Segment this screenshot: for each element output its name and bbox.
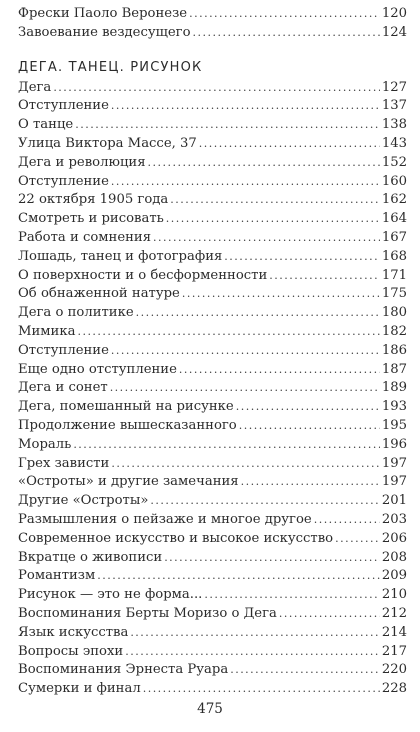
toc-entry-title: Грех зависти — [18, 455, 110, 471]
toc-entry-page: 137 — [381, 98, 407, 114]
leader-dots — [136, 304, 380, 323]
toc-entry-title: О танце — [18, 117, 74, 133]
leader-dots — [204, 586, 379, 605]
toc-entry — [18, 605, 407, 624]
toc-entry — [18, 304, 407, 323]
toc-entry-title: Еще одно отступление — [18, 361, 177, 377]
leader-dots — [130, 624, 380, 643]
toc-entry-page: 120 — [381, 6, 407, 21]
leader-dots — [148, 154, 380, 173]
toc-entry — [18, 135, 407, 154]
leader-dots — [335, 530, 380, 549]
leader-dots — [111, 97, 380, 116]
toc-entry-page: 193 — [381, 399, 407, 415]
toc-entry-page: 180 — [381, 305, 407, 321]
toc-entry-page: 143 — [381, 135, 407, 151]
toc-entry-page: 208 — [381, 549, 407, 565]
toc-entry-title: Лошадь, танец и фотография — [18, 248, 223, 264]
leader-dots — [193, 24, 380, 43]
page-number: 475 — [197, 701, 223, 717]
leader-dots — [279, 605, 380, 624]
toc-previous-entries — [18, 5, 407, 43]
toc-entry-page: 189 — [381, 380, 407, 396]
toc-entry-page: 127 — [381, 79, 407, 95]
toc-entry-page: 217 — [381, 643, 407, 659]
leader-dots — [53, 79, 380, 98]
toc-entry — [18, 455, 407, 474]
toc-entry-title: Рисунок — это не форма... — [18, 587, 203, 603]
toc-entry-page: 152 — [381, 154, 407, 170]
toc-entry — [18, 79, 407, 98]
toc-entry-title: Улица Виктора Массе, 37 — [18, 135, 197, 151]
leader-dots — [179, 361, 380, 380]
toc-entry-title: Вкратце о живописи — [18, 549, 163, 565]
toc-entry — [18, 210, 407, 229]
toc-entry — [18, 173, 407, 192]
toc-entry-title: Современное искусство и высокое искусство — [18, 530, 334, 546]
toc-entry — [18, 154, 407, 173]
toc-entry-page: 164 — [381, 211, 407, 227]
section-heading: ДЕГА. ТАНЕЦ. РИСУНОК — [18, 59, 203, 75]
toc-entry-title: Дега и революция — [18, 154, 146, 170]
toc-entry-title: Смотреть и рисовать — [18, 211, 164, 227]
toc-entry — [18, 5, 407, 24]
toc-entry-page: 138 — [381, 117, 407, 133]
toc-entry-title: Отступление — [18, 342, 109, 358]
toc-entry-page: 197 — [381, 455, 407, 471]
toc-entry — [18, 436, 407, 455]
toc-entry-title: Сумерки и финал — [18, 681, 141, 697]
toc-entry-page: 209 — [381, 568, 407, 584]
toc-entry — [18, 661, 407, 680]
toc-entry-page: 203 — [381, 511, 407, 527]
toc-entry-page: 186 — [381, 342, 407, 358]
leader-dots — [166, 210, 380, 229]
toc-entry-title: Об обнаженной натуре — [18, 286, 180, 302]
toc-entry-page: 175 — [381, 286, 407, 302]
toc-entry — [18, 473, 407, 492]
toc-entry-title: Язык искусства — [18, 624, 129, 640]
toc-entry-title: Мимика — [18, 323, 76, 339]
leader-dots — [241, 473, 380, 492]
leader-dots — [230, 661, 380, 680]
leader-dots — [164, 549, 380, 568]
toc-entry-title: Продолжение вышесказанного — [18, 417, 237, 433]
toc-entry-page: 124 — [381, 24, 407, 40]
toc-entry-page: 162 — [381, 192, 407, 208]
leader-dots — [199, 135, 380, 154]
toc-entry — [18, 361, 407, 380]
toc-entry — [18, 643, 407, 662]
leader-dots — [143, 680, 380, 699]
toc-entry-page: 214 — [381, 624, 407, 640]
toc-entry-title: Работа и сомнения — [18, 229, 152, 245]
toc-entry-title: «Остроты» и другие замечания — [18, 474, 239, 490]
toc-entry-page: 195 — [381, 417, 407, 433]
toc-entry-page: 168 — [381, 248, 407, 264]
toc-entry — [18, 567, 407, 586]
toc-entry-page: 171 — [381, 267, 407, 283]
toc-entry-title: Размышления о пейзаже и многое другое — [18, 511, 312, 527]
toc-entry-page: 228 — [381, 681, 407, 697]
leader-dots — [189, 5, 380, 24]
toc-entry-title: Фрески Паоло Веронезе — [18, 6, 188, 21]
toc-entry-title: Завоевание вездесущего — [18, 24, 191, 40]
toc-entry-title: Дега о политике — [18, 305, 134, 321]
leader-dots — [269, 267, 380, 286]
leader-dots — [77, 323, 379, 342]
toc-entry-title: Отступление — [18, 173, 109, 189]
toc-entry — [18, 191, 407, 210]
toc-entry-title: Воспоминания Эрнеста Руара — [18, 662, 229, 678]
toc-entry-title: Отступление — [18, 98, 109, 114]
toc-entry — [18, 323, 407, 342]
toc-entry-page: 210 — [381, 587, 407, 603]
toc-entry — [18, 398, 407, 417]
toc-entry — [18, 530, 407, 549]
toc-entry — [18, 24, 407, 43]
toc-entry — [18, 586, 407, 605]
toc-entry — [18, 229, 407, 248]
toc-entry-title: Другие «Остроты» — [18, 493, 149, 509]
leader-dots — [75, 116, 380, 135]
leader-dots — [170, 191, 380, 210]
toc-entry-page: 182 — [381, 323, 407, 339]
toc-entry — [18, 492, 407, 511]
leader-dots — [125, 643, 380, 662]
toc-entry-page: 212 — [381, 605, 407, 621]
toc-entry-title: Дега, помешанный на рисунке — [18, 399, 234, 415]
leader-dots — [236, 398, 380, 417]
toc-entry — [18, 285, 407, 304]
toc-entry — [18, 379, 407, 398]
toc-entry — [18, 680, 407, 699]
toc-entry-page: 206 — [381, 530, 407, 546]
leader-dots — [97, 567, 380, 586]
leader-dots — [182, 285, 380, 304]
leader-dots — [111, 342, 380, 361]
toc-entry — [18, 511, 407, 530]
toc-entry-page: 160 — [381, 173, 407, 189]
table-of-contents — [18, 5, 407, 699]
toc-entry-page: 196 — [381, 436, 407, 452]
leader-dots — [153, 229, 380, 248]
toc-entry — [18, 549, 407, 568]
toc-entry-title: Романтизм — [18, 568, 96, 584]
toc-entry — [18, 417, 407, 436]
toc-entry-title: Дега и сонет — [18, 380, 108, 396]
toc-entry-title: 22 октября 1905 года — [18, 192, 169, 208]
leader-dots — [150, 492, 379, 511]
toc-entry-title: Вопросы эпохи — [18, 643, 124, 659]
toc-entry-page: 167 — [381, 229, 407, 245]
toc-entry-page: 220 — [381, 662, 407, 678]
toc-entry-page: 197 — [381, 474, 407, 490]
leader-dots — [239, 417, 380, 436]
toc-entry — [18, 116, 407, 135]
toc-entry — [18, 267, 407, 286]
toc-entry-title: О поверхности и о бесформенности — [18, 267, 268, 283]
toc-entry-title: Дега — [18, 79, 52, 95]
toc-entry — [18, 97, 407, 116]
leader-dots — [111, 173, 380, 192]
toc-entry-title: Воспоминания Берты Моризо о Дега — [18, 605, 277, 621]
leader-dots — [73, 436, 380, 455]
toc-entry-page: 201 — [381, 493, 407, 509]
toc-entry — [18, 248, 407, 267]
leader-dots — [314, 511, 380, 530]
leader-dots — [224, 248, 380, 267]
section-entries — [18, 79, 407, 699]
leader-dots — [110, 379, 380, 398]
leader-dots — [111, 455, 379, 474]
toc-entry-title: Мораль — [18, 436, 72, 452]
toc-entry — [18, 342, 407, 361]
toc-entry — [18, 624, 407, 643]
toc-entry-page: 187 — [381, 361, 407, 377]
